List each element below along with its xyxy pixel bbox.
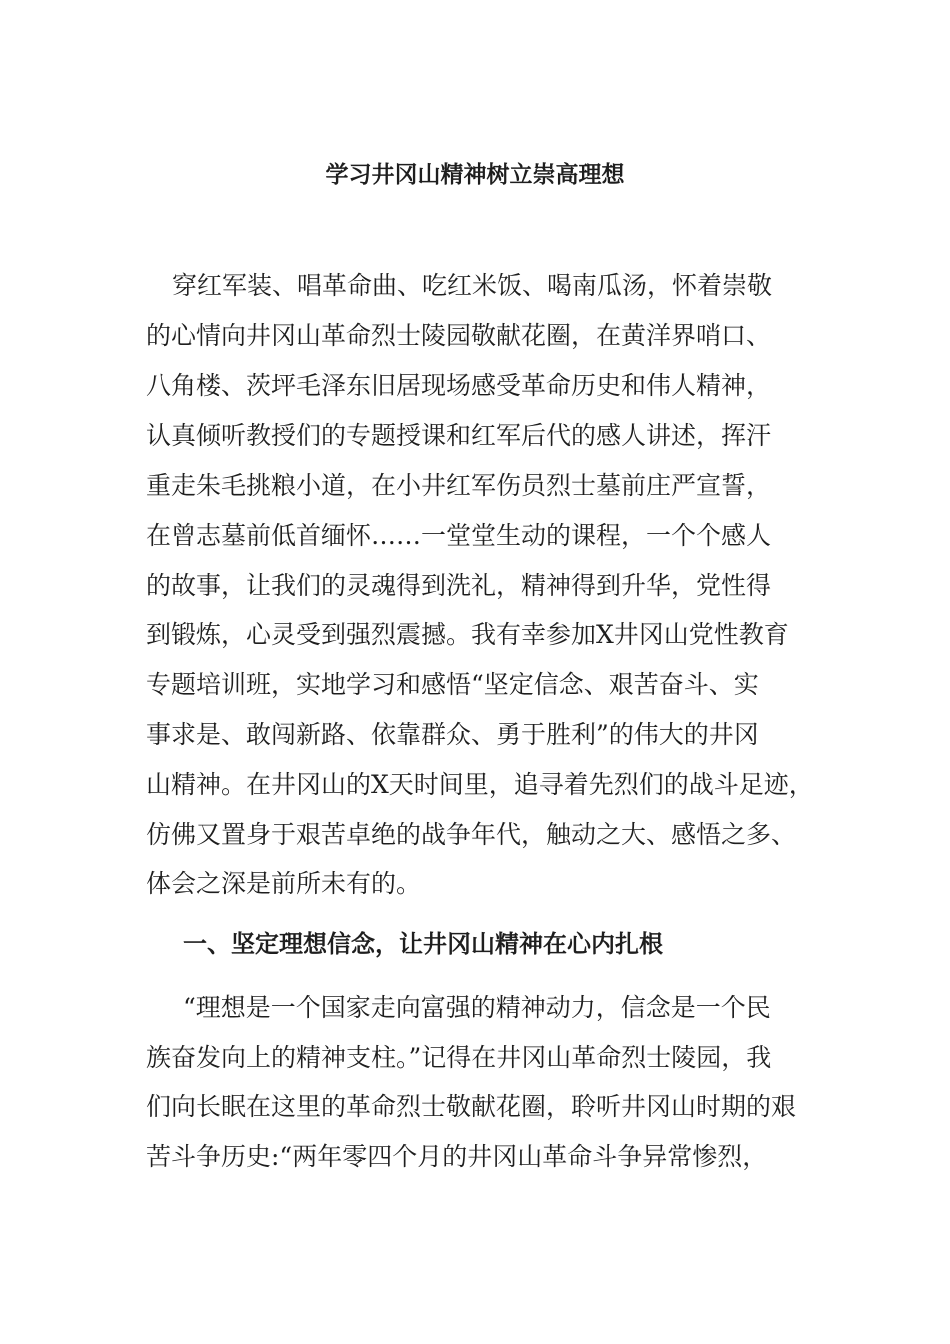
paragraph-line: 到锻炼，心灵受到强烈震撼。我有幸参加X井冈山党性教育 xyxy=(146,620,789,649)
paragraph-line: 的心情向井冈山革命烈士陵园敬献花圈，在黄洋界哨口、 xyxy=(146,321,772,350)
paragraph-line: 苦斗争历史:“两年零四个月的井冈山革命斗争异常惨烈， xyxy=(146,1142,768,1171)
paragraph-line: 重走朱毛挑粮小道，在小井红军伤员烈士墓前庄严宣誓， xyxy=(146,471,772,500)
document-title: 学习井冈山精神树立崇高理想 xyxy=(325,162,625,188)
paragraph-line: 八角楼、茨坪毛泽东旧居现场感受革命历史和伟人精神， xyxy=(146,371,772,400)
paragraph-line: 事求是、敢闯新路、依靠群众、勇于胜利”的伟大的井冈 xyxy=(146,720,759,749)
paragraph-line: 专题培训班，实地学习和感悟“坚定信念、艰苦奋斗、实 xyxy=(146,670,759,699)
paragraph-line: 在曾志墓前低首缅怀……一堂堂生动的课程，一个个感人 xyxy=(146,521,772,550)
paragraph-line: 们向长眠在这里的革命烈士敬献花圈，聆听井冈山时期的艰 xyxy=(146,1092,797,1121)
paragraph-line: 穿红军装、唱革命曲、吃红米饭、喝南瓜汤，怀着崇敬 xyxy=(172,271,773,300)
paragraph-line: 仿佛又置身于艰苦卓绝的战争年代，触动之大、感悟之多、 xyxy=(146,820,797,849)
paragraph-line: 的故事，让我们的灵魂得到洗礼，精神得到升华，党性得 xyxy=(146,571,772,600)
paragraph-line: 族奋发向上的精神支柱。”记得在井冈山革命烈士陵园，我 xyxy=(146,1043,772,1072)
paragraph-line: 体会之深是前所未有的。 xyxy=(146,869,422,898)
paragraph-line: 认真倾听教授们的专题授课和红军后代的感人讲述，挥汗 xyxy=(146,421,772,450)
paragraph-line: “理想是一个国家走向富强的精神动力，信念是一个民 xyxy=(183,993,771,1022)
paragraph-line: 山精神。在井冈山的X天时间里，追寻着先烈们的战斗足迹， xyxy=(146,770,814,799)
section-heading: 一、坚定理想信念，让井冈山精神在心内扎根 xyxy=(183,930,663,958)
